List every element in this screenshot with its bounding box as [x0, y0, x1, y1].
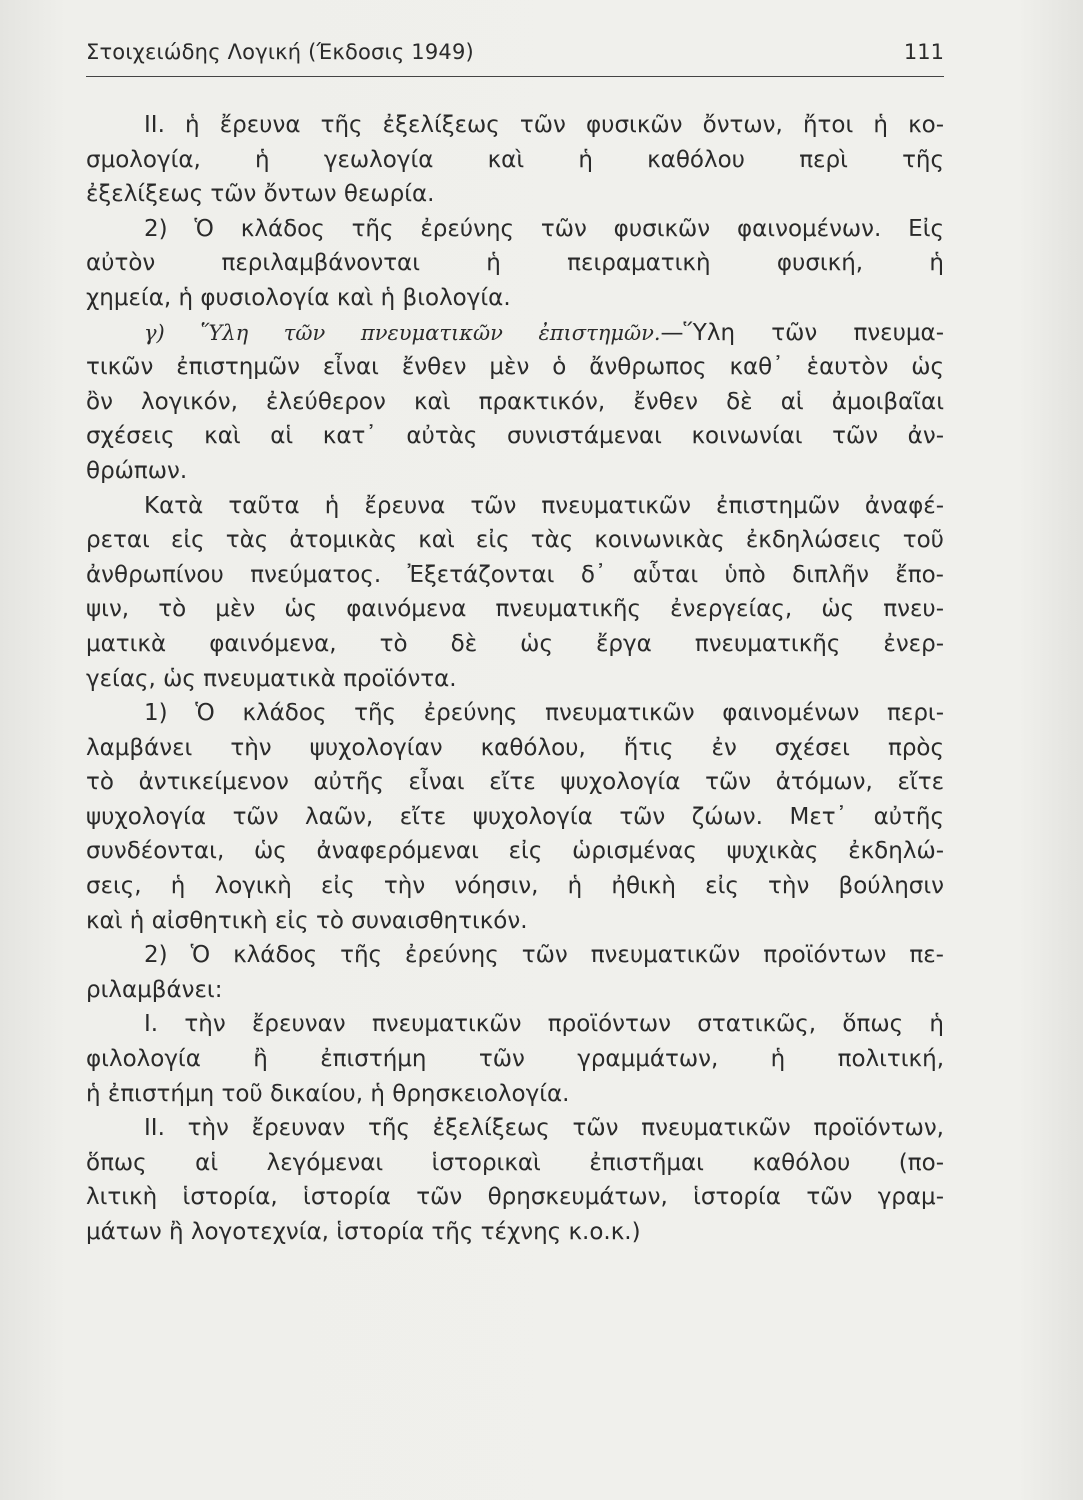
text-line: ἀνθρωπίνου πνεύματος. Ἐξετάζονται δ᾽ αὗται ὑπὸ διπλῆν ἔπο- [86, 561, 944, 588]
text-line: τὸ ἀντικείμενον αὐτῆς εἶναι εἴτε ψυχολογία τῶν ἀτόμων, εἴτε [86, 769, 944, 796]
text-line: ματικὰ φαινόμενα, τὸ δὲ ὡς ἔργα πνευματικῆς ἐνερ- [86, 630, 944, 657]
text-line: καὶ ἡ αἰσθητικὴ εἰς τὸ συναισθητικόν. [86, 907, 528, 934]
text-line: ψιν, τὸ μὲν ὡς φαινόμενα πνευματικῆς ἐνεργείας, ὡς πνευ- [86, 596, 944, 623]
text-line: τικῶν ἐπιστημῶν εἶναι ἔνθεν μὲν ὁ ἄνθρωπος καθ᾽ ἑαυτὸν ὡς [86, 354, 944, 381]
text-line: σεις, ἡ λογικὴ εἰς τὴν νόησιν, ἡ ἠθικὴ εἰς τὴν βούλησιν [86, 873, 944, 900]
text-line: II. ἡ ἔρευνα τῆς ἐξελίξεως τῶν φυσικῶν ὄντων, ἤτοι ἡ κο- [144, 112, 944, 138]
text-line: σμολογία, ἡ γεωλογία καὶ ἡ καθόλου περὶ τῆς [86, 146, 944, 173]
text-line: χημεία, ἡ φυσιολογία καὶ ἡ βιολογία. [86, 284, 511, 311]
running-header [86, 36, 944, 77]
text-line: ὂν λογικόν, ἐλεύθερον καὶ πρακτικόν, ἔνθεν δὲ αἱ ἀμοιβαῖαι [86, 388, 944, 415]
text-line: γείας, ὡς πνευματικὰ προϊόντα. [86, 665, 457, 692]
text-line: 2) Ὁ κλάδος τῆς ἐρεύνης τῶν πνευματικῶν προϊόντων πε- [144, 942, 944, 969]
text-line: ψυχολογία τῶν λαῶν, εἴτε ψυχολογία τῶν ζώων. Μετ᾽ αὐτῆς [86, 803, 944, 830]
section-heading-text: —Ὕλη τῶν πνευμα- [660, 319, 944, 346]
text-line: λαμβάνει τὴν ψυχολογίαν καθόλου, ἥτις ἐν σχέσει πρὸς [86, 734, 944, 761]
text-line: ρεται εἰς τὰς ἀτομικὰς καὶ εἰς τὰς κοινωνικὰς ἐκδηλώσεις τοῦ [86, 527, 944, 554]
section-heading-line [86, 316, 944, 351]
text-line: ἐξελίξεως τῶν ὄντων θεωρία. [86, 181, 435, 208]
text-line: ριλαμβάνει: [86, 976, 223, 1003]
text-line: I. τὴν ἔρευναν πνευματικῶν προϊόντων στατικῶς, ὅπως ἡ [144, 1011, 944, 1038]
text-line: φιλολογία ἢ ἐπιστήμη τῶν γραμμάτων, ἡ πολιτική, [86, 1046, 944, 1073]
text-line: λιτικὴ ἱστορία, ἱστορία τῶν θρησκευμάτων, ἱστορία τῶν γραμ- [86, 1184, 944, 1211]
text-line: μάτων ἢ λογοτεχνία, ἱστορία τῆς τέχνης κ.ο.κ.) [86, 1219, 641, 1245]
text-line: συνδέονται, ὡς ἀναφερόμεναι εἰς ὡρισμένας ψυχικὰς ἐκδηλώ- [86, 838, 944, 865]
text-line: 1) Ὁ κλάδος τῆς ἐρεύνης πνευματικῶν φαινομένων περι- [144, 700, 944, 727]
section-heading: γ) Ὕλη τῶν πνευματικῶν ἐπιστημῶν. [144, 320, 661, 345]
text-line: θρώπων. [86, 457, 188, 484]
text-line: αὐτὸν περιλαμβάνονται ἡ πειραματικὴ φυσική, ἡ [86, 250, 944, 277]
text-line: ἡ ἐπιστήμη τοῦ δικαίου, ἡ θρησκειολογία. [86, 1080, 570, 1107]
body-text [86, 108, 944, 1250]
running-title: Στοιχειώδης Λογική (Έκδοσις 1949) [86, 40, 474, 64]
text-line: Κατὰ ταῦτα ἡ ἔρευνα τῶν πνευματικῶν ἐπιστημῶν ἀναφέ- [144, 492, 944, 519]
text-line: II. τὴν ἔρευναν τῆς ἐξελίξεως τῶν πνευματικῶν προϊόντων, [144, 1115, 944, 1142]
text-line: 2) Ὁ κλάδος τῆς ἐρεύνης τῶν φυσικῶν φαινομένων. Εἰς [144, 215, 944, 242]
text-line: ὅπως αἱ λεγόμεναι ἱστορικαὶ ἐπιστῆμαι καθόλου (πο- [86, 1149, 944, 1176]
page-number: 111 [903, 40, 944, 64]
text-line: σχέσεις καὶ αἱ κατ᾽ αὐτὰς συνιστάμεναι κοινωνίαι τῶν ἀν- [86, 423, 944, 450]
